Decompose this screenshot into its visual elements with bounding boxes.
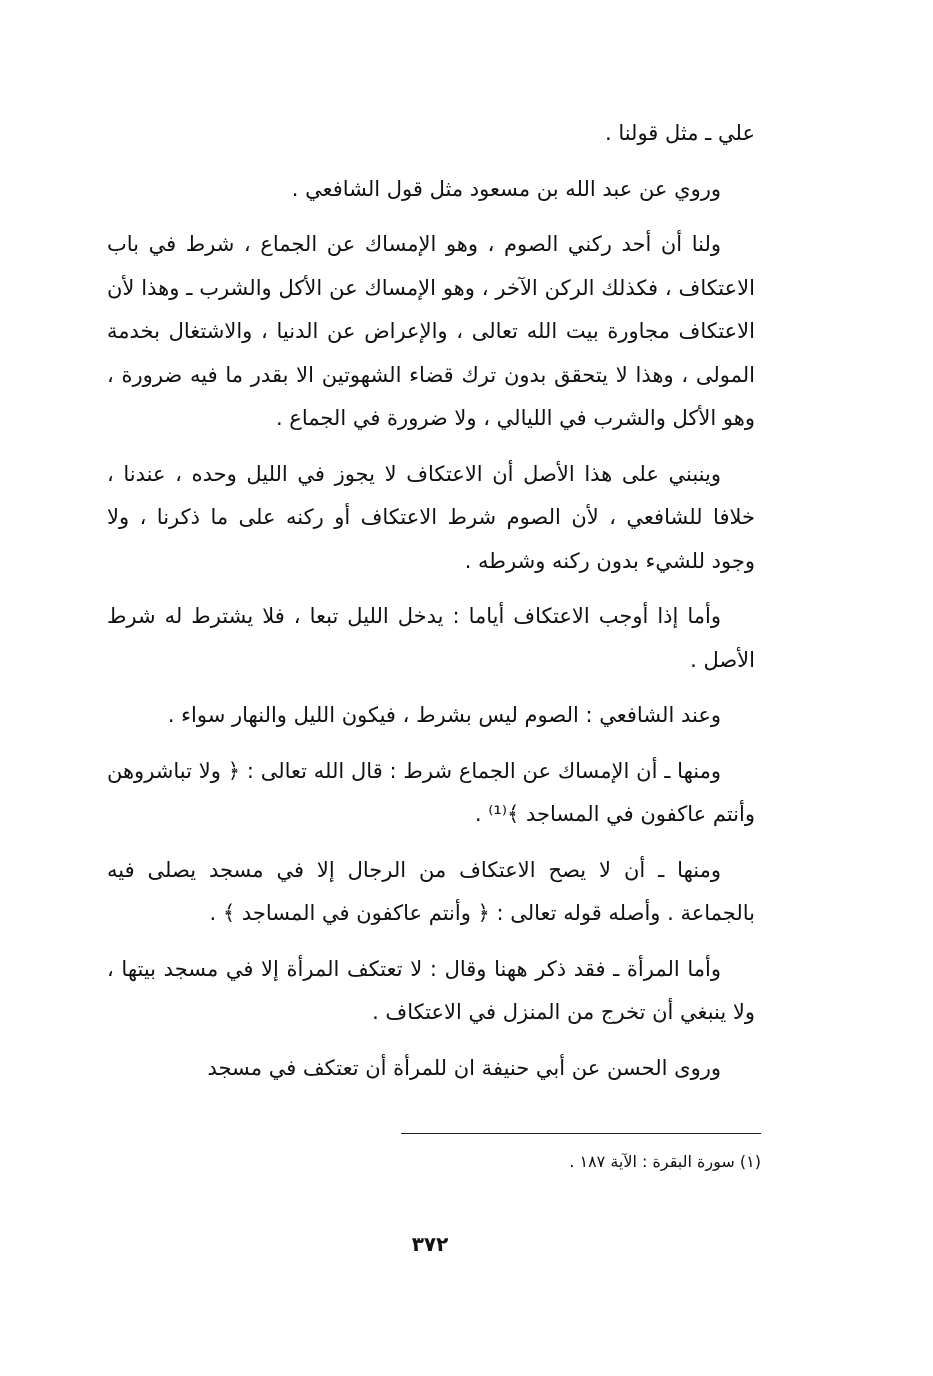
paragraph: ومنها ـ أن لا يصح الاعتكاف من الرجال إلا في مسجد يصلى فيه بالجماعة . وأصله قوله تعالى : ﴿ وأنتم عاكفون في المساجد ﴾ . <box>107 857 755 925</box>
paragraph: وروى الحسن عن أبي حنيفة ان للمرأة أن تعتكف في مسجد <box>207 1055 721 1080</box>
footnote: (١) سورة البقرة : الآية ١٨٧ . <box>569 1152 761 1171</box>
paragraph: وعند الشافعي : الصوم ليس بشرط ، فيكون الليل والنهار سواء . <box>167 703 721 727</box>
paragraph: وروي عن عبد الله بن مسعود مثل قول الشافعي . <box>291 176 721 201</box>
paragraph: وأما المرأة ـ فقد ذكر ههنا وقال : لا تعتكف المرأة إلا في مسجد بيتها ، ولا ينبغي أن تخرج من المنزل في الاعتكاف . <box>107 956 755 1024</box>
paragraph: وينبني على هذا الأصل أن الاعتكاف لا يجوز في الليل وحده ، عندنا ، خلافا للشافعي ، لأن الصوم شرط الاعتكاف أو ركنه على ما ذكرنا ، ولا وجود للشيء بدون ركنه وشرطه . <box>107 461 755 573</box>
body-text <box>107 112 755 1102</box>
page-number: ٣٧٢ <box>411 1232 449 1256</box>
paragraph: علي ـ مثل قولنا . <box>604 121 755 145</box>
paragraph: ولنا أن أحد ركني الصوم ، وهو الإمساك عن الجماع ، شرط في باب الاعتكاف ، فكذلك الركن الآخر ، وهو الإمساك عن الأكل والشرب ـ وهذا لأن الاعتكاف مجاورة بيت الله تعالى ، والإعراض عن الدنيا ، والاشتغال بخدمة المولى ، وهذا لا يتحقق بدون ترك قضاء الشهوتين الا بقدر ما فيه ضرورة ، وهو الأكل والشرب في الليالي ، ولا ضرورة في الجماع . <box>107 232 755 430</box>
paragraph: ومنها ـ أن الإمساك عن الجماع شرط : قال الله تعالى : ﴿ ولا تباشروهن وأنتم عاكفون في المساجد ﴾⁽¹⁾ . <box>107 758 755 826</box>
footnote-divider <box>401 1133 761 1134</box>
paragraph: وأما إذا أوجب الاعتكاف أياما : يدخل الليل تبعا ، فلا يشترط له شرط الأصل . <box>107 604 755 672</box>
